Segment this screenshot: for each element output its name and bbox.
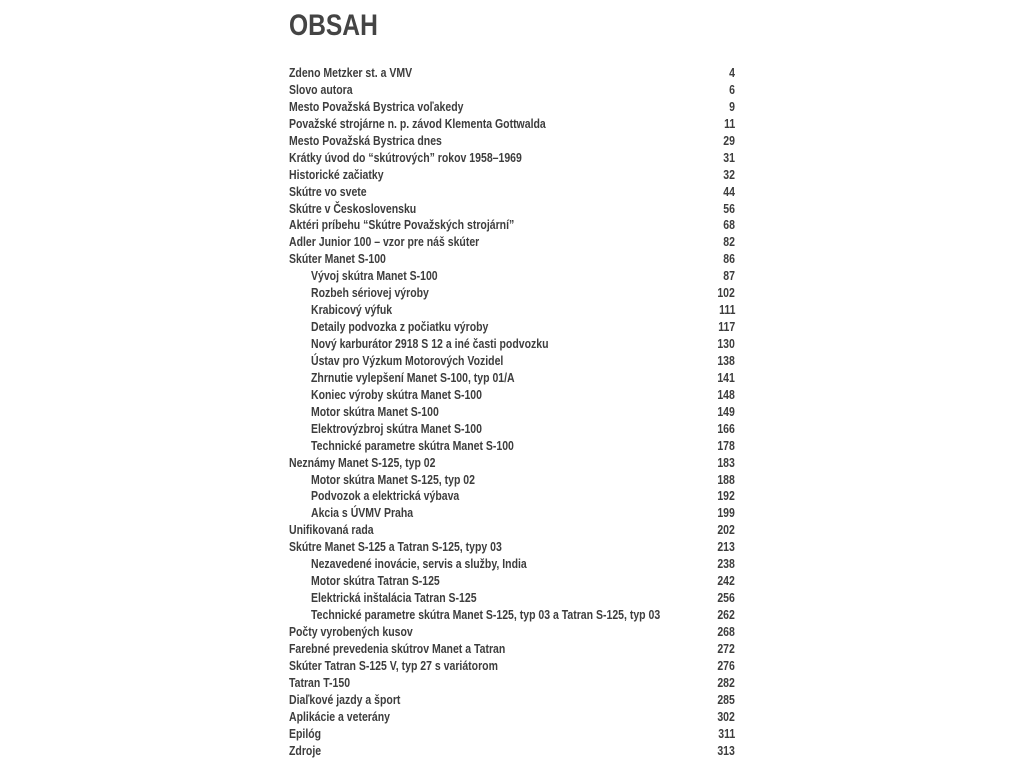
toc-entry [289,150,735,167]
toc-entry-label: Motor skútra Tatran S-125 [311,574,440,589]
toc-entry-label: Neznámy Manet S-125, typ 02 [289,455,436,470]
toc-page-number: 68 [723,218,735,233]
toc-entry [289,624,735,641]
toc-entry-label: Koniec výroby skútra Manet S-100 [311,387,482,402]
toc-page-number: 56 [723,201,735,216]
toc-page-number: 32 [723,167,735,182]
toc-entry-label: Unifikovaná rada [289,523,374,538]
toc-page-number: 87 [723,269,735,284]
toc-subentry [289,285,735,302]
toc-entry-label: Aplikácie a veterány [289,709,390,724]
toc-entry [289,234,735,251]
toc-subentry [289,268,735,285]
toc-entry [289,539,735,556]
toc-entry [289,658,735,675]
toc-page-number: 141 [717,370,735,385]
page-title: OBSAH [289,9,378,42]
toc-entry-label: Krabicový výfuk [311,303,393,318]
toc-page-number: 44 [723,184,735,199]
toc-page-number: 149 [717,404,735,419]
toc-entry-label: Adler Junior 100 – vzor pre náš skúter [289,235,480,250]
toc-subentry [289,573,735,590]
toc-page-number: 178 [717,438,735,453]
toc-entry-label: Farebné prevedenia skútrov Manet a Tatran [289,641,506,656]
table-of-contents [289,65,735,759]
toc-entry [289,201,735,218]
toc-page-number: 285 [717,692,735,707]
toc-entry [289,116,735,133]
toc-subentry [289,472,735,489]
toc-page-number: 268 [717,624,735,639]
toc-entry [289,641,735,658]
toc-page-number: 188 [717,472,735,487]
toc-entry-label: Skúter Manet S-100 [289,252,386,267]
toc-subentry [289,404,735,421]
toc-entry-label: Slovo autora [289,82,353,97]
toc-subentry [289,370,735,387]
toc-subentry [289,488,735,505]
toc-entry [289,743,735,760]
toc-entry-label: Krátky úvod do “skútrových” rokov 1958–1969 [289,150,522,165]
toc-page-number: 199 [717,506,735,521]
toc-entry-label: Mesto Považská Bystrica dnes [289,133,442,148]
toc-entry-label: Elektrovýzbroj skútra Manet S-100 [311,421,482,436]
toc-page-number: 183 [717,455,735,470]
toc-page-number: 256 [717,591,735,606]
toc-entry-label: Zdeno Metzker st. a VMV [289,66,413,80]
toc-entry-label: Aktéri príbehu “Skútre Považských strojární” [289,218,515,233]
toc-page-number: 166 [717,421,735,436]
toc-page-number: 130 [717,337,735,351]
toc-subentry [289,302,735,319]
toc-entry-label: Skútre Manet S-125 a Tatran S-125, typy 03 [289,540,502,555]
toc-entry-label: Epilóg [289,726,322,741]
toc-entry [289,99,735,116]
toc-page-number: 242 [717,574,735,589]
toc-subentry [289,421,735,438]
toc-entry-label: Ústav pro Výzkum Motorových Vozidel [311,353,504,368]
toc-page-number: 311 [718,726,735,741]
toc-entry [289,133,735,150]
toc-entry [289,675,735,692]
toc-entry-label: Historické začiatky [289,167,384,182]
toc-page-number: 9 [729,99,735,114]
toc-page-number: 102 [717,286,735,301]
toc-page-number: 192 [717,489,735,504]
toc-page-number: 82 [723,235,735,250]
toc-entry [289,251,735,268]
toc-entry-label: Skútre vo svete [289,184,367,199]
toc-subentry [289,505,735,522]
toc-entry [289,692,735,709]
toc-page-number: 111 [718,303,735,318]
toc-entry-label: Elektrická inštalácia Tatran S-125 [311,591,477,606]
toc-entry-label: Tatran T-150 [289,675,351,690]
toc-entry-label: Motor skútra Manet S-125, typ 02 [311,472,475,487]
toc-entry [289,217,735,234]
toc-entry-label: Počty vyrobených kusov [289,624,413,639]
toc-entry-label: Akcia s ÚVMV Praha [311,506,414,521]
toc-page-number: 276 [717,658,735,673]
toc-entry-label: Mesto Považská Bystrica voľakedy [289,99,464,114]
toc-entry-label: Rozbeh sériovej výroby [311,286,429,301]
toc-page-number: 29 [723,133,735,148]
toc-entry [289,709,735,726]
toc-page-number: 272 [717,641,735,656]
toc-entry [289,455,735,472]
toc-entry [289,726,735,743]
toc-page-number: 313 [717,743,735,758]
toc-subentry [289,556,735,573]
toc-entry [289,65,735,82]
toc-entry-label: Diaľkové jazdy a šport [289,692,401,707]
toc-entry [289,167,735,184]
toc-entry-label: Zdroje [289,743,322,758]
toc-entry-label: Technické parametre skútra Manet S-100 [311,438,514,453]
toc-page-number: 138 [717,353,735,368]
toc-page-number: 86 [723,252,735,267]
toc-entry [289,82,735,99]
toc-page-number: 6 [729,82,735,97]
toc-entry-label: Motor skútra Manet S-100 [311,404,439,419]
toc-entry-label: Nezavedené inovácie, servis a služby, India [311,557,527,572]
toc-subentry [289,607,735,624]
toc-subentry [289,590,735,607]
toc-page-number: 213 [717,540,735,555]
toc-subentry [289,336,735,353]
toc-subentry [289,353,735,370]
toc-page-number: 148 [717,387,735,402]
toc-entry-label: Technické parametre skútra Manet S-125, typ 03 a Tatran S-125, typ 03 [311,608,661,622]
toc-entry-label: Zhrnutie vylepšení Manet S-100, typ 01/A [311,370,515,385]
toc-page-number: 202 [717,523,735,538]
toc-entry [289,522,735,539]
toc-page-number: 4 [729,66,735,80]
toc-subentry [289,387,735,404]
toc-entry-label: Podvozok a elektrická výbava [311,489,460,504]
toc-page-number: 31 [723,150,735,165]
toc-entry-label: Vývoj skútra Manet S-100 [311,269,438,284]
toc-entry-label: Skúter Tatran S-125 V, typ 27 s variátorom [289,658,498,673]
toc-subentry [289,319,735,336]
toc-entry-label: Detaily podvozka z počiatku výroby [311,320,489,335]
toc-page-number: 302 [717,709,735,724]
toc-entry-label: Považské strojárne n. p. závod Klementa Gottwalda [289,116,546,131]
toc-subentry [289,438,735,455]
toc-page-number: 262 [717,608,735,622]
toc-entry-label: Nový karburátor 2918 S 12 a iné časti podvozku [311,337,549,351]
toc-page-number: 282 [717,675,735,690]
toc-page-number: 11 [723,116,735,131]
toc-entry-label: Skútre v Československu [289,201,417,216]
toc-page-number: 238 [717,557,735,572]
toc-entry [289,184,735,201]
toc-page-number: 117 [718,320,735,335]
